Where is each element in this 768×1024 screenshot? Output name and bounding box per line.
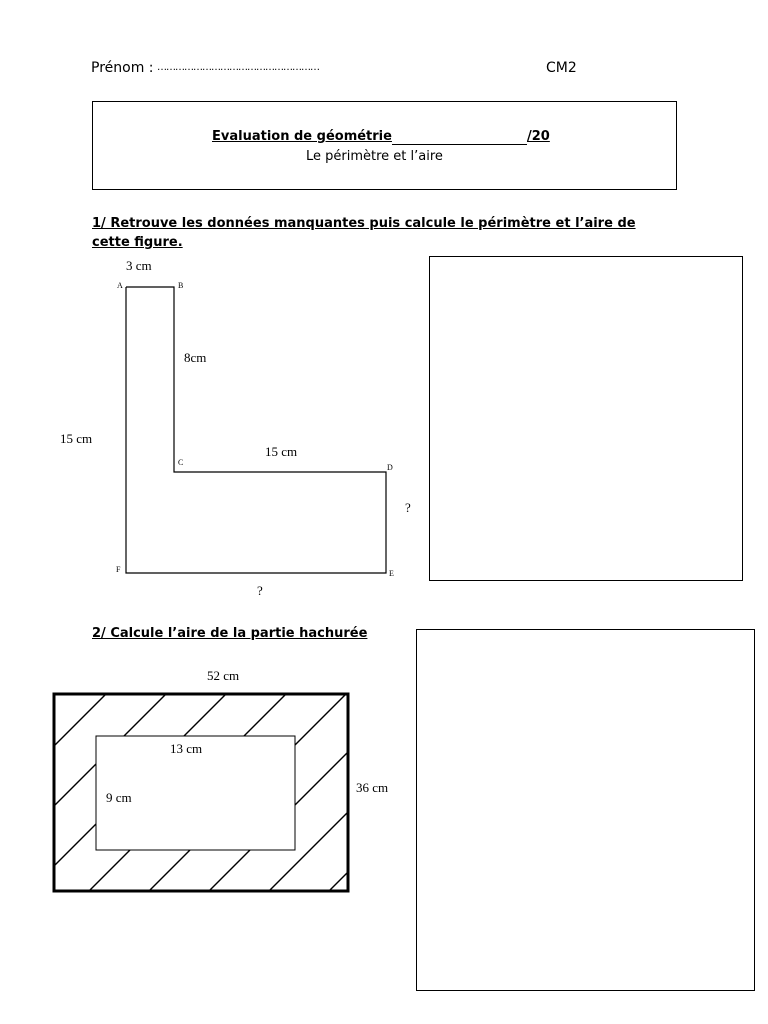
evaluation-title: Evaluation de géométrie xyxy=(212,129,392,144)
outer-height-label: 36 cm xyxy=(356,780,389,795)
question-2-text: 2/ Calcule l’aire de la partie hachurée xyxy=(92,626,368,641)
point-a-label: A xyxy=(117,281,123,290)
dimension-af-label: 15 cm xyxy=(60,431,93,446)
point-d-label: D xyxy=(387,463,393,472)
inner-width-label: 13 cm xyxy=(170,741,203,756)
l-shape-outline xyxy=(126,287,386,573)
dimension-ab-label: 3 cm xyxy=(126,258,152,273)
dimension-bc-label: 8cm xyxy=(184,350,207,365)
point-b-label: B xyxy=(178,281,184,290)
class-label: CM2 xyxy=(546,60,577,76)
point-f-label: F xyxy=(116,565,121,574)
question-1-text-line-1: 1/ Retrouve les données manquantes puis calcule le périmètre et l’aire de xyxy=(92,216,636,231)
point-e-label: E xyxy=(389,569,394,578)
outer-width-label: 52 cm xyxy=(207,668,240,683)
evaluation-subtitle: Le périmètre et l’aire xyxy=(306,149,443,164)
score-label: /20 xyxy=(527,129,550,144)
l-shape-figure xyxy=(60,258,411,598)
dimension-cd-label: 15 cm xyxy=(265,444,298,459)
dimension-de-label: ? xyxy=(405,500,411,515)
question-1-text-line-2: cette figure. xyxy=(92,235,183,250)
prenom-label: Prénom : xyxy=(91,60,154,76)
prenom-field[interactable]: ……………………………………………… xyxy=(157,62,319,73)
dimension-fe-label: ? xyxy=(257,583,263,598)
hatched-rectangle-figure xyxy=(0,600,740,1010)
inner-height-label: 9 cm xyxy=(106,790,132,805)
point-c-label: C xyxy=(178,458,184,467)
